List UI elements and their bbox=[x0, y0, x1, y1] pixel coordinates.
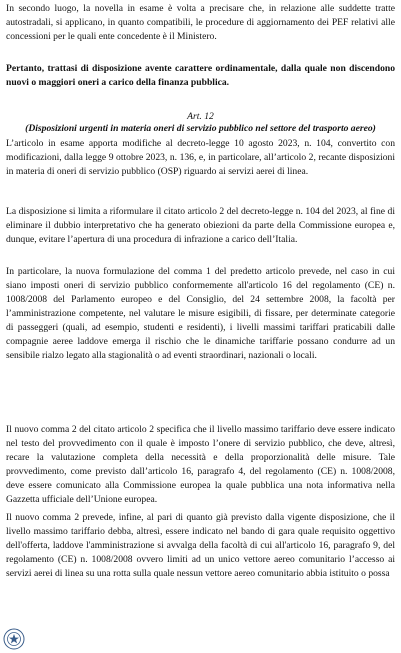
state-emblem-icon bbox=[3, 628, 25, 650]
paragraph-comma-1 bbox=[6, 265, 395, 363]
paragraph-comma-2-bando bbox=[6, 511, 395, 581]
paragraph-text: In secondo luogo, la novella in esame è volta a precisare che, in relazione alle suddette tratte autostradali, si applicano, in quanto compatibili, le procedure di aggiornamento dei PEF relativi alle concessioni per le quali ente concedente è il Ministero. bbox=[6, 3, 395, 42]
paragraph-text: In particolare, la nuova formulazione del comma 1 del predetto articolo prevede, nel caso in cui siano imposti oneri di servizio pubblico conformemente all'articolo 16 del regolamento (CE) n. 1008/2008 del Parlamento europeo e del Consiglio, del 24 settembre 2008, la facoltà per l’amministrazione competente, nel valutare le misure esigibili, di fissare, per determinate categorie di passeggeri (quali, ad esempio, studenti e residenti), i livelli massimi tariffari praticabili dalle compagnie aeree laddove emerga il rischio che le dinamiche tariffarie possano condurre ad un sensibile rialzo legato alla stagionalità o ad eventi straordinari, nazionali o locali. bbox=[6, 266, 395, 361]
article-title: (Disposizioni urgenti in materia oneri di servizio pubblico nel settore del trasporto aereo) bbox=[25, 123, 376, 134]
paragraph-oneri bbox=[6, 62, 395, 90]
paragraph-text: La disposizione si limita a riformulare il citato articolo 2 del decreto-legge n. 104 del 2023, al fine di eliminare il dubbio interpretativo che ha generato obiezioni da parte della Commissione europea e, dunque, evitare l’apertura di una procedura di infrazione a carico dell’Italia. bbox=[6, 206, 395, 245]
article-number: Art. 12 bbox=[187, 111, 214, 122]
paragraph-text: L’articolo in esame apporta modifiche al decreto-legge 10 agosto 2023, n. 104, convertito con modificazioni, dalla legge 9 ottobre 2023, n. 136, e, in particolare, all’articolo 2, recante disposizioni in materia di oneri di servizio pubblico (OSP) riguardo ai servizi aerei di linea. bbox=[6, 138, 395, 177]
paragraph-text: Il nuovo comma 2 del citato articolo 2 specifica che il livello massimo tariffario deve essere indicato nel testo del provvedimento con il quale è imposto l’onere di servizio pubblico, che deve, altresì, recare la valutazione completa della necessità e della proporzionalità delle misure. Tale provvedimento, come previsto dall’articolo 16, paragrafo 4, del regolamento (CE) n. 1008/2008, deve essere comunicato alla Commissione europea la quale pubblica una nota informativa nella Gazzetta ufficiale dell’Unione europea. bbox=[6, 424, 395, 505]
paragraph-text: Il nuovo comma 2 prevede, infine, al pari di quanto già previsto dalla vigente disposizione, che il livello massimo tariffario debba, altresì, essere indicato nel bando di gara quale requisito oggettivo dell'offerta, laddove l'amministrazione si avvalga della facoltà di cui all'articolo 16, paragrafo 9, del regolamento (CE) n. 1008/2008 ovvero limiti ad un unico vettore aereo comunitario l’accesso ai servizi aerei di linea su una rotta sulla quale nessun vettore aereo comunitario abbia istituito o possa bbox=[6, 512, 395, 579]
paragraph-article-intro bbox=[6, 137, 395, 179]
paragraph-riformulazione bbox=[6, 205, 395, 247]
paragraph-autostrade bbox=[6, 2, 395, 44]
paragraph-comma-2 bbox=[6, 423, 395, 507]
article-heading bbox=[6, 111, 395, 135]
paragraph-text: Pertanto, trattasi di disposizione avente carattere ordinamentale, dalla quale non discendono nuovi o maggiori oneri a carico della finanza pubblica. bbox=[6, 63, 395, 88]
